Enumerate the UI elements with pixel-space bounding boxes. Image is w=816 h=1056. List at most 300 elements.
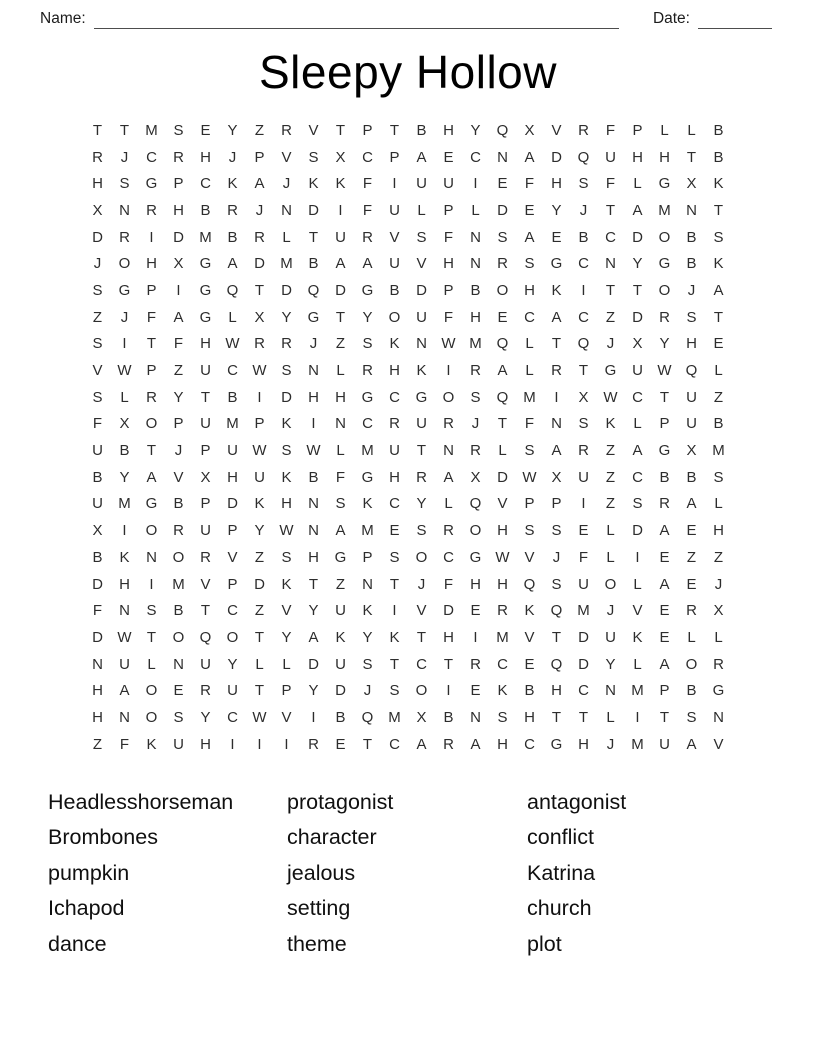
grid-letter: Z bbox=[173, 362, 184, 380]
grid-letter: L bbox=[633, 175, 642, 193]
grid-letter: H bbox=[92, 175, 103, 193]
grid-letter: P bbox=[524, 495, 535, 513]
grid-letter: U bbox=[335, 602, 346, 620]
grid-letter: D bbox=[173, 228, 184, 246]
grid-letter: X bbox=[200, 468, 211, 486]
grid-letter: B bbox=[119, 442, 130, 460]
grid-letter: L bbox=[525, 362, 534, 380]
grid-letter: M bbox=[658, 201, 671, 219]
grid-letter: D bbox=[281, 281, 292, 299]
grid-letter: A bbox=[713, 281, 724, 299]
grid-letter: L bbox=[228, 308, 237, 326]
grid-letter: G bbox=[658, 175, 671, 193]
grid-letter: L bbox=[633, 655, 642, 673]
grid-letter: M bbox=[172, 575, 185, 593]
grid-letter: Y bbox=[551, 201, 562, 219]
grid-letter: L bbox=[498, 442, 507, 460]
grid-letter: R bbox=[308, 735, 319, 753]
grid-letter: N bbox=[119, 201, 130, 219]
grid-letter: A bbox=[119, 682, 130, 700]
grid-letter: S bbox=[551, 522, 562, 540]
grid-letter: T bbox=[551, 335, 562, 353]
grid-letter: R bbox=[173, 148, 184, 166]
grid-letter: L bbox=[525, 335, 534, 353]
grid-letter: R bbox=[227, 201, 238, 219]
grid-letter: T bbox=[389, 655, 400, 673]
grid-letter: C bbox=[146, 148, 157, 166]
grid-letter: D bbox=[335, 281, 346, 299]
grid-letter: D bbox=[578, 628, 589, 646]
grid-letter: L bbox=[633, 575, 642, 593]
word-item: Brombones bbox=[48, 825, 158, 850]
grid-letter: R bbox=[578, 442, 589, 460]
grid-letter: K bbox=[335, 628, 346, 646]
grid-letter: S bbox=[551, 575, 562, 593]
grid-letter: K bbox=[632, 628, 643, 646]
grid-letter: N bbox=[470, 255, 481, 273]
word-item: conflict bbox=[527, 825, 594, 850]
grid-letter: C bbox=[416, 655, 427, 673]
grid-letter: P bbox=[362, 548, 373, 566]
grid-letter: Q bbox=[496, 388, 509, 406]
word-item: pumpkin bbox=[48, 860, 130, 885]
grid-letter: T bbox=[497, 415, 508, 433]
word-item: Headlesshorseman bbox=[48, 789, 234, 814]
grid-letter: O bbox=[145, 682, 158, 700]
grid-letter: T bbox=[92, 121, 103, 139]
grid-letter: V bbox=[281, 148, 292, 166]
grid-letter: N bbox=[605, 255, 616, 273]
word-item: plot bbox=[527, 931, 562, 956]
grid-letter: L bbox=[660, 121, 669, 139]
grid-letter: C bbox=[524, 308, 535, 326]
grid-letter: D bbox=[92, 628, 103, 646]
grid-letter: H bbox=[578, 735, 589, 753]
grid-letter: J bbox=[417, 575, 426, 593]
grid-letter: R bbox=[281, 121, 292, 139]
grid-letter: Y bbox=[362, 628, 373, 646]
grid-letter: F bbox=[362, 201, 373, 219]
grid-letter: L bbox=[444, 495, 453, 513]
word-list-column bbox=[287, 785, 527, 963]
grid-letter: E bbox=[470, 602, 481, 620]
grid-letter: W bbox=[522, 468, 537, 486]
grid-letter: R bbox=[497, 602, 508, 620]
grid-letter: K bbox=[335, 175, 346, 193]
grid-letter: Y bbox=[659, 335, 670, 353]
grid-letter: A bbox=[632, 442, 643, 460]
grid-letter: U bbox=[389, 442, 400, 460]
grid-letter: O bbox=[685, 655, 698, 673]
grid-letter: O bbox=[604, 575, 617, 593]
word-item: Katrina bbox=[527, 860, 596, 885]
grid-letter: E bbox=[335, 735, 346, 753]
grid-letter: R bbox=[713, 655, 724, 673]
grid-letter: L bbox=[606, 708, 615, 726]
grid-letter: J bbox=[471, 415, 480, 433]
grid-letter: O bbox=[118, 255, 131, 273]
grid-letter: R bbox=[443, 415, 454, 433]
grid-letter: Z bbox=[92, 308, 103, 326]
grid-letter: I bbox=[122, 522, 127, 540]
word-search-grid bbox=[84, 117, 732, 758]
grid-letter: R bbox=[470, 442, 481, 460]
grid-letter: A bbox=[146, 468, 157, 486]
grid-letter: N bbox=[362, 575, 373, 593]
grid-letter: N bbox=[335, 415, 346, 433]
grid-letter: D bbox=[443, 602, 454, 620]
grid-letter: X bbox=[686, 175, 697, 193]
grid-letter: D bbox=[632, 522, 643, 540]
grid-letter: L bbox=[714, 628, 723, 646]
grid-letter: S bbox=[173, 708, 184, 726]
grid-letter: R bbox=[200, 682, 211, 700]
grid-letter: M bbox=[577, 602, 590, 620]
grid-letter: U bbox=[200, 655, 211, 673]
grid-letter: D bbox=[92, 228, 103, 246]
grid-letter: E bbox=[173, 682, 184, 700]
grid-letter: V bbox=[497, 495, 508, 513]
grid-letter: U bbox=[416, 308, 427, 326]
grid-letter: G bbox=[145, 175, 158, 193]
grid-letter: G bbox=[550, 735, 563, 753]
grid-letter: O bbox=[415, 548, 428, 566]
grid-letter: X bbox=[686, 442, 697, 460]
grid-letter: B bbox=[92, 548, 103, 566]
grid-letter: Z bbox=[254, 602, 265, 620]
grid-letter: U bbox=[659, 735, 670, 753]
grid-letter: E bbox=[551, 228, 562, 246]
grid-letter: H bbox=[389, 468, 400, 486]
name-label: Name: bbox=[40, 10, 86, 27]
grid-letter: H bbox=[470, 308, 481, 326]
grid-letter: E bbox=[200, 121, 211, 139]
grid-letter: C bbox=[578, 308, 589, 326]
grid-letter: S bbox=[308, 148, 319, 166]
grid-letter: H bbox=[524, 708, 535, 726]
grid-letter: S bbox=[578, 415, 589, 433]
grid-letter: J bbox=[363, 682, 372, 700]
grid-letter: B bbox=[92, 468, 103, 486]
grid-letter: Q bbox=[361, 708, 374, 726]
grid-letter: T bbox=[362, 735, 373, 753]
grid-letter: B bbox=[470, 281, 481, 299]
grid-letter: S bbox=[497, 228, 508, 246]
grid-letter: E bbox=[443, 148, 454, 166]
grid-letter: A bbox=[524, 148, 535, 166]
grid-letter: J bbox=[228, 148, 237, 166]
grid-letter: R bbox=[119, 228, 130, 246]
grid-letter: T bbox=[632, 281, 643, 299]
grid-letter: A bbox=[416, 735, 427, 753]
grid-letter: D bbox=[92, 575, 103, 593]
grid-letter: U bbox=[578, 468, 589, 486]
grid-letter: M bbox=[280, 255, 293, 273]
grid-letter: U bbox=[389, 255, 400, 273]
grid-letter: J bbox=[606, 735, 615, 753]
grid-letter: A bbox=[470, 735, 481, 753]
grid-letter: S bbox=[713, 468, 724, 486]
grid-letter: Q bbox=[496, 121, 509, 139]
grid-letter: K bbox=[281, 468, 292, 486]
grid-letter: H bbox=[389, 362, 400, 380]
grid-letter: S bbox=[335, 495, 346, 513]
grid-letter: K bbox=[362, 495, 373, 513]
grid-letter: K bbox=[146, 735, 157, 753]
grid-letter: E bbox=[524, 201, 535, 219]
grid-letter: K bbox=[416, 362, 427, 380]
grid-letter: E bbox=[470, 682, 481, 700]
grid-letter: I bbox=[257, 735, 262, 753]
grid-letter: L bbox=[687, 121, 696, 139]
grid-letter: H bbox=[632, 148, 643, 166]
grid-letter: A bbox=[227, 255, 238, 273]
grid-letter: Y bbox=[173, 388, 184, 406]
grid-letter: I bbox=[149, 575, 154, 593]
grid-letter: J bbox=[309, 335, 318, 353]
grid-letter: F bbox=[173, 335, 184, 353]
grid-letter: W bbox=[252, 442, 267, 460]
grid-letter: A bbox=[659, 575, 670, 593]
grid-letter: B bbox=[227, 388, 238, 406]
grid-letter: S bbox=[389, 682, 400, 700]
grid-letter: W bbox=[252, 362, 267, 380]
grid-letter: J bbox=[93, 255, 102, 273]
grid-letter: A bbox=[335, 255, 346, 273]
grid-letter: B bbox=[335, 708, 346, 726]
grid-letter: D bbox=[578, 655, 589, 673]
grid-letter: R bbox=[254, 228, 265, 246]
grid-letter: H bbox=[551, 682, 562, 700]
grid-letter: P bbox=[659, 415, 670, 433]
grid-letter: Z bbox=[254, 121, 265, 139]
grid-letter: M bbox=[469, 335, 482, 353]
grid-letter: F bbox=[524, 175, 535, 193]
grid-letter: A bbox=[686, 495, 697, 513]
grid-letter: T bbox=[389, 575, 400, 593]
grid-letter: L bbox=[606, 522, 615, 540]
grid-letter: W bbox=[117, 628, 132, 646]
grid-letter: T bbox=[389, 121, 400, 139]
word-item: theme bbox=[287, 931, 347, 956]
grid-letter: O bbox=[145, 522, 158, 540]
grid-letter: X bbox=[524, 121, 535, 139]
grid-letter: R bbox=[362, 362, 373, 380]
grid-letter: K bbox=[254, 495, 265, 513]
grid-letter: S bbox=[632, 495, 643, 513]
grid-letter: H bbox=[92, 708, 103, 726]
grid-letter: N bbox=[119, 708, 130, 726]
grid-letter: J bbox=[120, 148, 129, 166]
grid-letter: U bbox=[254, 468, 265, 486]
grid-letter: E bbox=[578, 522, 589, 540]
grid-letter: Y bbox=[254, 522, 265, 540]
word-item: jealous bbox=[287, 860, 356, 885]
grid-letter: S bbox=[416, 522, 427, 540]
grid-letter: N bbox=[686, 201, 697, 219]
grid-letter: D bbox=[254, 255, 265, 273]
grid-letter: K bbox=[497, 682, 508, 700]
grid-letter: D bbox=[632, 308, 643, 326]
grid-letter: Y bbox=[470, 121, 481, 139]
grid-letter: P bbox=[227, 575, 238, 593]
grid-letter: X bbox=[173, 255, 184, 273]
grid-letter: T bbox=[713, 201, 724, 219]
grid-letter: I bbox=[284, 735, 289, 753]
grid-letter: T bbox=[578, 708, 589, 726]
grid-letter: S bbox=[389, 548, 400, 566]
grid-letter: Y bbox=[200, 708, 211, 726]
grid-letter: L bbox=[633, 415, 642, 433]
grid-letter: V bbox=[281, 708, 292, 726]
grid-letter: T bbox=[146, 628, 157, 646]
grid-letter: T bbox=[335, 121, 346, 139]
grid-letter: G bbox=[145, 495, 158, 513]
grid-letter: H bbox=[497, 735, 508, 753]
grid-letter: S bbox=[92, 388, 103, 406]
grid-letter: T bbox=[335, 308, 346, 326]
word-list-column bbox=[48, 785, 287, 963]
grid-letter: C bbox=[389, 735, 400, 753]
grid-letter: E bbox=[524, 655, 535, 673]
word-item: antagonist bbox=[527, 789, 627, 814]
grid-letter: M bbox=[118, 495, 131, 513]
grid-letter: D bbox=[254, 575, 265, 593]
grid-letter: O bbox=[496, 281, 509, 299]
grid-letter: L bbox=[120, 388, 129, 406]
grid-letter: U bbox=[443, 175, 454, 193]
grid-letter: L bbox=[714, 495, 723, 513]
grid-letter: I bbox=[635, 548, 640, 566]
grid-letter: J bbox=[714, 575, 723, 593]
grid-letter: H bbox=[443, 255, 454, 273]
grid-letter: R bbox=[146, 201, 157, 219]
grid-letter: L bbox=[255, 655, 264, 673]
grid-letter: S bbox=[470, 388, 481, 406]
grid-letter: H bbox=[308, 388, 319, 406]
grid-letter: I bbox=[257, 388, 262, 406]
grid-letter: T bbox=[254, 682, 265, 700]
grid-letter: M bbox=[523, 388, 536, 406]
grid-letter: R bbox=[470, 362, 481, 380]
grid-letter: D bbox=[227, 495, 238, 513]
grid-letter: U bbox=[227, 442, 238, 460]
grid-letter: T bbox=[551, 628, 562, 646]
grid-letter: Z bbox=[713, 548, 724, 566]
grid-letter: Y bbox=[281, 308, 292, 326]
grid-letter: E bbox=[686, 575, 697, 593]
grid-letter: P bbox=[659, 682, 670, 700]
grid-letter: A bbox=[497, 362, 508, 380]
grid-letter: N bbox=[308, 522, 319, 540]
grid-letter: T bbox=[146, 335, 157, 353]
grid-letter: C bbox=[632, 388, 643, 406]
grid-letter: Z bbox=[605, 468, 616, 486]
grid-letter: R bbox=[173, 522, 184, 540]
grid-letter: O bbox=[415, 682, 428, 700]
grid-letter: B bbox=[524, 682, 535, 700]
grid-letter: X bbox=[470, 468, 481, 486]
grid-letter: D bbox=[497, 201, 508, 219]
grid-letter: T bbox=[713, 308, 724, 326]
grid-letter: O bbox=[469, 522, 482, 540]
grid-letter: S bbox=[497, 708, 508, 726]
grid-letter: E bbox=[659, 548, 670, 566]
grid-letter: U bbox=[389, 201, 400, 219]
grid-letter: S bbox=[173, 121, 184, 139]
grid-letter: H bbox=[335, 388, 346, 406]
grid-letter: E bbox=[497, 175, 508, 193]
grid-letter: P bbox=[443, 281, 454, 299]
grid-letter: A bbox=[686, 735, 697, 753]
grid-letter: F bbox=[119, 735, 130, 753]
grid-letter: N bbox=[713, 708, 724, 726]
grid-letter: L bbox=[147, 655, 156, 673]
grid-letter: R bbox=[578, 121, 589, 139]
grid-letter: N bbox=[551, 415, 562, 433]
grid-letter: U bbox=[119, 655, 130, 673]
grid-letter: Y bbox=[308, 602, 319, 620]
grid-letter: K bbox=[389, 628, 400, 646]
grid-letter: A bbox=[254, 175, 265, 193]
grid-letter: U bbox=[200, 362, 211, 380]
grid-letter: C bbox=[605, 228, 616, 246]
grid-letter: M bbox=[631, 735, 644, 753]
grid-letter: G bbox=[361, 281, 374, 299]
grid-letter: L bbox=[687, 628, 696, 646]
grid-letter: P bbox=[362, 121, 373, 139]
grid-letter: Z bbox=[254, 548, 265, 566]
grid-letter: T bbox=[200, 388, 211, 406]
grid-letter: U bbox=[92, 495, 103, 513]
grid-letter: V bbox=[524, 548, 535, 566]
grid-letter: W bbox=[279, 522, 294, 540]
grid-letter: E bbox=[686, 522, 697, 540]
grid-letter: C bbox=[497, 655, 508, 673]
grid-letter: H bbox=[308, 548, 319, 566]
grid-letter: N bbox=[416, 335, 427, 353]
grid-letter: K bbox=[524, 602, 535, 620]
grid-letter: S bbox=[362, 655, 373, 673]
grid-letter: W bbox=[441, 335, 456, 353]
grid-letter: G bbox=[604, 362, 617, 380]
grid-letter: L bbox=[417, 201, 426, 219]
grid-letter: I bbox=[635, 708, 640, 726]
grid-letter: I bbox=[446, 682, 451, 700]
grid-letter: T bbox=[605, 201, 616, 219]
grid-letter: R bbox=[659, 495, 670, 513]
grid-letter: Y bbox=[605, 655, 616, 673]
grid-letter: T bbox=[605, 281, 616, 299]
grid-letter: R bbox=[389, 415, 400, 433]
grid-letter: R bbox=[362, 228, 373, 246]
grid-letter: V bbox=[713, 735, 724, 753]
grid-letter: G bbox=[307, 308, 320, 326]
grid-letter: N bbox=[308, 495, 319, 513]
grid-letter: O bbox=[658, 228, 671, 246]
grid-letter: Z bbox=[605, 495, 616, 513]
grid-letter: P bbox=[254, 415, 265, 433]
grid-letter: I bbox=[338, 201, 343, 219]
grid-letter: U bbox=[686, 415, 697, 433]
grid-letter: A bbox=[632, 201, 643, 219]
grid-letter: E bbox=[497, 308, 508, 326]
grid-letter: A bbox=[551, 308, 562, 326]
grid-letter: M bbox=[631, 682, 644, 700]
grid-letter: P bbox=[551, 495, 562, 513]
grid-letter: Q bbox=[550, 655, 563, 673]
grid-letter: B bbox=[686, 682, 697, 700]
